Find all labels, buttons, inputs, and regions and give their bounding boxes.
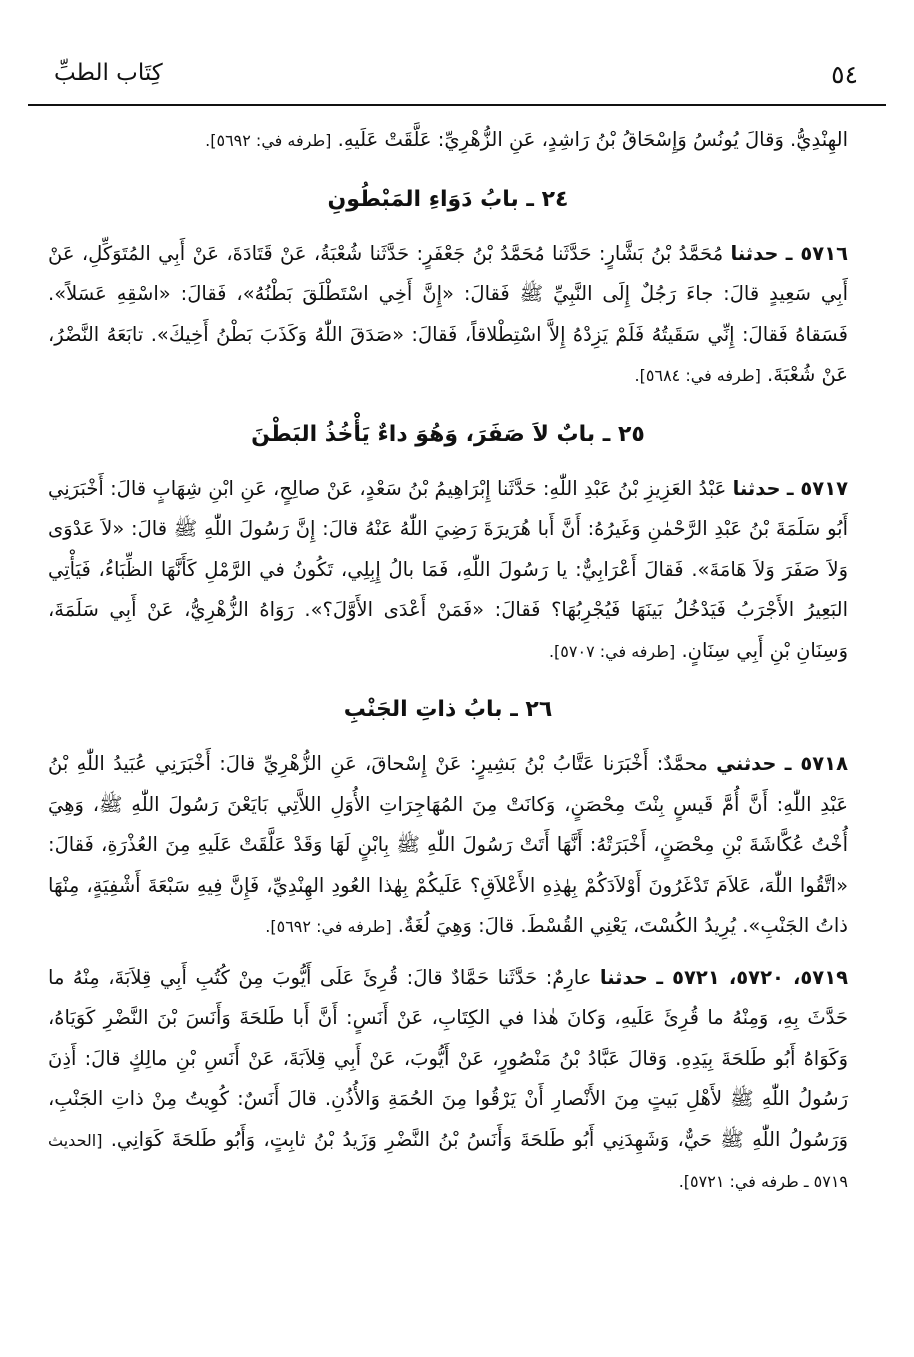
- hadith-text: عارِمٌ: حَدَّثَنا حَمَّادٌ قالَ: قُرِئَ عَلَى أَيُّوبَ مِنْ كُتُبِ أَبِي قِلاَبَةَ، مِنْهُ ما حَدَّثَ بِهِ، وَمِنْهُ ما قُرِئَ عَلَيهِ، وَكانَ هٰذا في الكِتَابِ، عَنْ أَنَسٍ: أَنَّ أَبا طَلحَةَ وَأَنَسَ بْنَ النَّضْرِ كَوَيَاهُ، وَكَوَاهُ أَبُو طَلحَةَ بِيَدِهِ. وَقالَ عَبَّادُ بْنُ مَنْصُورٍ، عَنْ أَيُّوبَ، عَنْ أَبِي قِلاَبَةَ، عَنْ أَنَسِ بْنِ مالِكٍ قالَ: أَذِنَ رَسُولُ اللّٰهِ ﷺ لأَهْلِ بَيتٍ مِنَ الأَنْصارِ أَنْ يَرْقُوا مِنَ الحُمَةِ وَالأُذُنِ. قالَ أَنَسٌ: كُوِيتُ مِنْ ذاتِ الجَنْبِ، وَرَسُولُ اللّٰهِ ﷺ حَيٌّ، وَشَهِدَنِي أَبُو طَلحَةَ وَأَنَسُ بْنُ النَّضْرِ وَزَيدُ بْنُ ثابِتٍ، وَأَبُو طَلحَةَ كَوَانِي.: [48, 965, 849, 1151]
- chapter-heading-25: ٢٥ ـ بابٌ لاَ صَفَرَ، وَهُوَ داءٌ يَأْخُذُ البَطْنَ: [251, 421, 645, 447]
- narration-opener: حدثنا: [730, 241, 779, 265]
- paragraph-text: الهِنْدِيُّ. وَقالَ يُونُسُ وَإِسْحَاقُ بْنُ رَاشِدٍ، عَنِ الزُّهْرِيِّ: عَلَّقَتْ عَلَيهِ.: [337, 128, 848, 151]
- hadith-5718: [48, 744, 848, 948]
- running-title: كِتَاب الطبِّ: [54, 60, 163, 86]
- narration-opener: حدثنا: [599, 965, 648, 989]
- page-body: [48, 120, 848, 1203]
- hadith-text: محمَّدٌ: أَخْبَرَنا عَتَّابُ بْنُ بَشِيرٍ: عَنْ إِسْحاقَ، عَنِ الزُّهْرِيِّ قالَ: أَخْبَرَنِي عُبَيدُ اللّٰهِ بْنُ عَبْدِ اللّٰهِ: أَنَّ أُمَّ قَيسٍ بِنْتَ مِحْصَنٍ، وَكانَتْ مِنَ المُهَاجِرَاتِ الأُوَلِ اللاَّتِي بَايَعْنَ رَسُولَ اللّٰهِ ﷺ، وَهِيَ أُخْتُ عُكَّاشَةَ بْنِ مِحْصَنٍ، أَخْبَرَتْهُ: أَنَّهَا أَتَتْ رَسُولَ اللّٰهِ ﷺ بِابْنٍ لَهَا وَقَدْ عَلَّقَتْ عَلَيهِ مِنَ العُذْرَةِ، فَقالَ: «اتَّقُوا اللّٰهَ، عَلاَمَ تَدْغَرُونَ أَوْلاَدَكُمْ بِهٰذِهِ الأَعْلاَقِ؟ عَلَيكُمْ بِهٰذا العُودِ الهِنْدِيِّ، فَإِنَّ فِيهِ سَبْعَةَ أَشْفِيَةٍ، مِنْهَا ذاتُ الجَنْبِ». يُرِيدُ الكُسْتَ، يَعْنِي القُسْطَ. قالَ: وَهِيَ لُغَةٌ.: [48, 752, 848, 937]
- hadith-text: عَبْدُ العَزِيزِ بْنُ عَبْدِ اللّٰهِ: حَدَّثَنا إِبْرَاهِيمُ بْنُ سَعْدٍ، عَنْ صالِحٍ، عَنِ ابْنِ شِهَابٍ قالَ: أَخْبَرَنِي أَبُو سَلَمَةَ بْنُ عَبْدِ الرَّحْمٰنِ وَغَيرُهُ: أَنَّ أَبا هُرَيرَةَ رَضِيَ اللّٰهُ عَنْهُ قالَ: إِنَّ رَسُولَ اللّٰهِ ﷺ قالَ: «لاَ عَدْوَى وَلاَ صَفَرَ وَلاَ هَامَةَ». فَقالَ أَعْرَابِيٌّ: يا رَسُولَ اللّٰهِ، فَمَا بالُ إِبِلِي، تَكُونُ في الرَّمْلِ كَأَنَّهَا الظِّبَاءُ، فَيَأْتِي البَعِيرُ الأَجْرَبُ فَيَدْخُلُ بَينَهَا فَيُجْرِبُهَا؟ فَقالَ: «فَمَنْ أَعْدَى الأَوَّلَ؟». رَوَاهُ الزُّهْرِيُّ، عَنْ أَبِي سَلَمَةَ، وَسِنَانِ بْنِ أَبِي سِنَانٍ.: [48, 476, 848, 662]
- cross-reference: [طرفه في: ٥٦٩٢].: [205, 131, 332, 150]
- cross-reference: [طرفه في: ٥٦٩٢].: [265, 917, 392, 936]
- chapter-heading-26: ٢٦ ـ بابُ ذاتِ الجَنْبِ: [343, 697, 553, 722]
- cross-reference: [طرفه في: ٥٧٠٧].: [548, 641, 676, 661]
- hadith-text: مُحَمَّدُ بْنُ بَشَّارٍ: حَدَّثَنا مُحَمَّدُ بْنُ جَعْفَرٍ: حَدَّثَنا شُعْبَةُ، عَنْ قَتَادَةَ، عَنْ أَبِي المُتَوَكِّلِ، عَنْ أَبِي سَعِيدٍ قالَ: جاءَ رَجُلٌ إِلَى النَّبِيِّ ﷺ فَقالَ: «إِنَّ أَخِي اسْتَطْلَقَ بَطْنُهُ»، فَقالَ: «اسْقِهِ عَسَلاً». فَسَقاهُ فَقالَ: إِنِّي سَقَيتُهُ فَلَمْ يَزِدْهُ إِلاَّ اسْتِطْلاقاً، فَقالَ: «صَدَقَ اللّٰهُ وَكَذَبَ بَطْنُ أَخِيكَ». تابَعَهُ النَّضْرُ، عَنْ شُعْبَةَ.: [48, 241, 848, 386]
- chapter-heading-24: ٢٤ ـ بابُ دَوَاءِ المَبْطُونِ: [327, 186, 569, 212]
- hadith-5716: [48, 234, 848, 397]
- hadith-number: ٥٧١٩، ٥٧٢٠، ٥٧٢١ ـ: [656, 965, 849, 989]
- hadith-number: ٥٧١٨ ـ: [784, 752, 848, 775]
- hadith-number: ٥٧١٦ ـ: [785, 241, 849, 265]
- hadith-5717: [48, 469, 848, 673]
- narration-opener: حدثنا: [732, 476, 781, 500]
- cross-reference: [الحديث ٥٧١٩ ـ طرفه في: ٥٧٢١].: [48, 1130, 848, 1191]
- page-number: ٥٤: [831, 60, 858, 89]
- page-header: [28, 56, 886, 106]
- hadith-number: ٥٧١٧ ـ: [786, 476, 848, 500]
- hadith-5719-5721: [48, 958, 848, 1203]
- continuation-paragraph: [48, 120, 848, 162]
- cross-reference: [طرفه في: ٥٦٨٤].: [634, 366, 761, 385]
- narration-opener: حدثني: [716, 752, 777, 775]
